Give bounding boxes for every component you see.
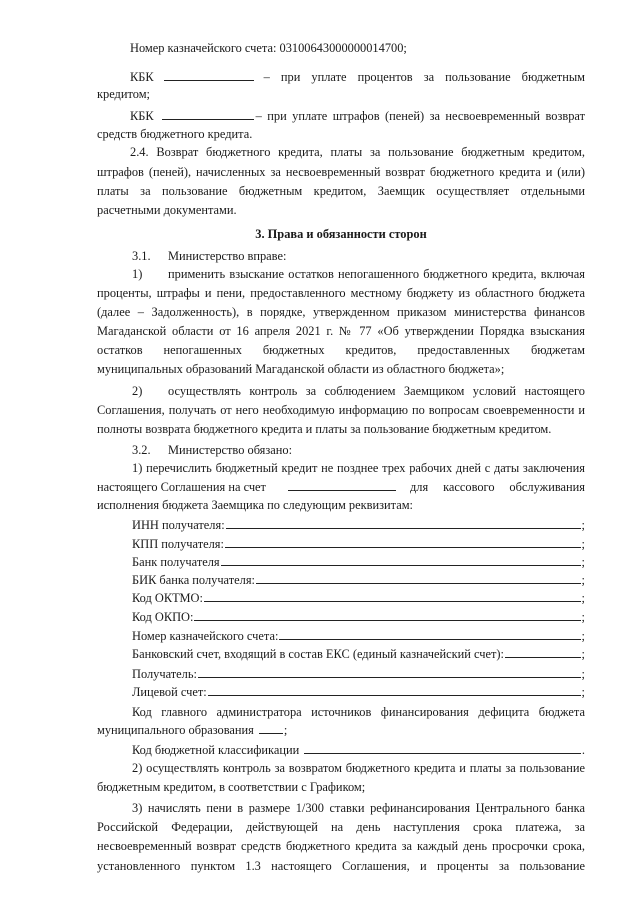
kbk-label: КБК: [130, 70, 154, 84]
admin-code-line: Код главного администратора источников финансирования дефицита бюджета: [132, 705, 585, 719]
req-label: Банковский счет, входящий в состав ЕКС (единый казначейский счет):: [132, 647, 504, 661]
right-item-1-line: остатков непогашенных бюджетных кредитов, предоставленных бюджетам: [97, 343, 585, 357]
req-eks-row: Банковский счет, входящий в состав ЕКС (единый казначейский счет): ;: [132, 647, 585, 661]
clause-number: 3.2.: [132, 443, 151, 457]
item-text: осуществлять контроль за соблюдением Заемщиком условий настоящего: [168, 384, 585, 398]
para-2-4-line: платы за пользование бюджетным кредитом, Заемщик осуществляет отдельными: [97, 184, 585, 198]
right-item-1: [132, 266, 585, 283]
req-blank: [225, 536, 581, 548]
right-item-1-line: Магаданской области от 16 апреля 2021 г. № 77 «Об утверждении Порядка взыскания: [97, 324, 585, 338]
right-item-1-line: проценты, штрафы и пени, предоставленного местному бюджету из областного бюджета: [97, 286, 585, 300]
req-blank: [226, 517, 581, 529]
kbk-interest-text: – при уплате процентов за пользование бюджетным: [263, 70, 585, 84]
kbk-interest-cont: кредитом;: [97, 87, 150, 101]
req-personal-row: Лицевой счет: ;: [132, 685, 585, 699]
req-label: КПП получателя:: [132, 537, 224, 551]
req-recipient-row: Получатель: ;: [132, 667, 585, 681]
clause-number: 3.1.: [132, 249, 151, 263]
obligation-3-line: Российской Федерации, действующей на день наступления срока платежа, за: [97, 820, 585, 834]
right-item-1-line: муниципальных образований Магаданской области из областного бюджета»;: [97, 362, 505, 376]
req-label: Получатель:: [132, 667, 197, 681]
right-item-2-line: полноты возврата бюджетного кредита и платы за пользование бюджетным кредитом.: [97, 422, 552, 436]
req-label: Код ОКТМО:: [132, 591, 203, 605]
kbk-penalty-blank: [162, 108, 254, 120]
req-bank-row: Банк получателя ;: [132, 555, 585, 569]
req-label: ИНН получателя:: [132, 518, 225, 532]
budget-classification-row: Код бюджетной классификации .: [132, 743, 585, 757]
para-2-4-line: штрафов (пеней), начисленных за несвоевременный возврат бюджетного кредита и (или): [97, 165, 585, 179]
req-inn-row: ИНН получателя: ;: [132, 518, 585, 532]
req-treasury-row: Номер казначейского счета: ;: [132, 629, 585, 643]
req-blank: [304, 742, 581, 754]
req-bik-row: БИК банка получателя: ;: [132, 573, 585, 587]
clause-3-1: [132, 248, 585, 265]
req-label: Лицевой счет:: [132, 685, 207, 699]
obligation-2-line: 2) осуществлять контроль за возвратом бюджетного кредита и платы за пользование: [132, 761, 585, 775]
req-blank: [279, 628, 580, 640]
right-item-2: [132, 383, 585, 400]
req-label: Банк получателя: [132, 555, 220, 569]
obligation-3-line: 3) начислять пени в размере 1/300 ставки рефинансирования Центрального банка: [132, 801, 585, 815]
kbk-interest-blank: [164, 69, 254, 81]
kbk-label: КБК: [130, 109, 154, 123]
municipality-label: муниципального образования: [97, 723, 254, 737]
admin-code-line-2: муниципального образования ;: [97, 723, 288, 737]
obligation-2-line: бюджетным кредитом, в соответствии с Графиком;: [97, 780, 366, 794]
kbk-penalty-line: [130, 108, 585, 125]
clause-text: Министерство вправе:: [168, 249, 287, 263]
right-item-2-line: Соглашения, получать от него необходимую информацию по вопросам своевременности и: [97, 403, 585, 417]
req-label: Код бюджетной классификации: [132, 743, 300, 757]
account-blank: [288, 479, 396, 491]
para-2-4-line: 2.4. Возврат бюджетного кредита, платы за пользование бюджетным кредитом,: [130, 145, 585, 159]
req-blank: [256, 572, 581, 584]
req-blank: [194, 609, 580, 621]
section-3-title: 3. Права и обязанности сторон: [255, 227, 427, 241]
kbk-interest-line: [130, 69, 585, 86]
obligation-1-text-a: настоящего Соглашения на счет: [97, 480, 266, 494]
obligation-3-line: несвоевременный возврат средств бюджетного кредита за каждый день просрочки срока,: [97, 839, 585, 853]
req-label: Код ОКПО:: [132, 610, 194, 624]
obligation-1-line: 1) перечислить бюджетный кредит не позднее трех рабочих дней с даты заключения: [132, 461, 585, 475]
req-okpo-row: Код ОКПО: ;: [132, 610, 585, 624]
obligation-1-text-b: для кассового обслуживания: [409, 480, 585, 494]
req-blank: [208, 684, 581, 696]
para-2-4-line: расчетными документами.: [97, 203, 237, 217]
kbk-penalty-cont: средств бюджетного кредита.: [97, 127, 253, 141]
clause-text: Министерство обязано:: [168, 443, 293, 457]
admin-code-blank: [259, 722, 283, 734]
req-blank: [505, 646, 581, 658]
item-text: применить взыскание остатков непогашенного бюджетного кредита, включая: [168, 267, 585, 281]
obligation-1-line: исполнения бюджета Заемщика по следующим реквизитам:: [97, 498, 413, 512]
clause-3-2: [132, 442, 585, 459]
req-label: Номер казначейского счета:: [132, 629, 279, 643]
req-oktmo-row: Код ОКТМО: ;: [132, 591, 585, 605]
item-number: 2): [132, 384, 143, 398]
req-label: БИК банка получателя:: [132, 573, 255, 587]
treasury-account-line: Номер казначейского счета: 03100643000000014700;: [130, 41, 407, 55]
obligation-3-line: установленного пунктом 1.3 настоящего Соглашения, и проценты за пользование: [97, 859, 585, 873]
req-blank: [221, 554, 581, 566]
req-blank: [204, 590, 581, 602]
right-item-1-line: (далее – Задолженность), в порядке, утвержденном приказом министерства финансов: [97, 305, 585, 319]
req-kpp-row: КПП получателя: ;: [132, 537, 585, 551]
item-number: 1): [132, 267, 143, 281]
obligation-1-account-line: [97, 479, 585, 496]
req-blank: [198, 666, 581, 678]
kbk-penalty-text: – при уплате штрафов (пеней) за несвоевременный возврат: [255, 109, 585, 123]
